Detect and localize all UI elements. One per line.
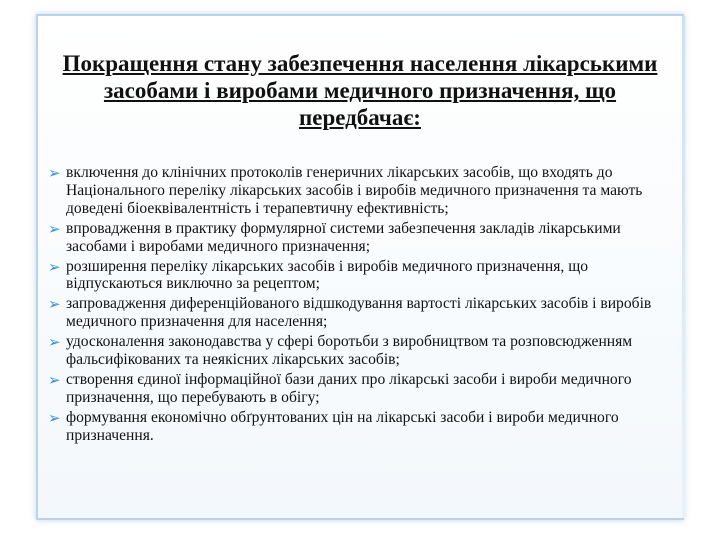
arrow-right-icon: ➢	[48, 333, 61, 352]
arrow-right-icon: ➢	[48, 257, 61, 276]
list-item-text: розширення переліку лікарських засобів і виробів медичного призначення, що відпускаються виключно за рецептом;	[66, 257, 589, 293]
arrow-right-icon: ➢	[48, 408, 61, 427]
list-item	[48, 409, 668, 445]
slide-title: Покращення стану забезпечення населення лікарськими засобами і виробами медичного призначення, що передбачає:	[62, 51, 658, 130]
list-item-text: запровадження диференційованого відшкодування вартості лікарських засобів і виробів медичного призначення для населення;	[66, 295, 652, 331]
arrow-right-icon: ➢	[48, 295, 61, 314]
list-item	[48, 164, 668, 218]
list-item	[48, 371, 668, 407]
slide-frame	[36, 14, 684, 520]
arrow-right-icon: ➢	[48, 370, 61, 389]
list-item-text: включення до клінічних протоколів генеричних лікарських засобів, що входять до Національного переліку лікарських засобів і виробів медичного призначення та мають доведені біоеквівалентність і терапевтичну ефективність;	[66, 164, 643, 217]
arrow-right-icon: ➢	[48, 219, 61, 238]
frame-edge	[682, 16, 685, 518]
list-item	[48, 220, 668, 256]
list-item-text: формування економічно обґрунтованих цін на лікарські засоби і вироби медичного призначення.	[66, 408, 619, 444]
bullet-list	[48, 164, 668, 447]
list-item-text: створення єдиної інформаційної бази даних про лікарські засоби і вироби медичного призначення, що перебувають в обігу;	[66, 370, 632, 406]
arrow-right-icon: ➢	[48, 164, 61, 182]
list-item	[48, 258, 668, 294]
list-item-text: удосконалення законодавства у сфері боротьби з виробництвом та розповсюдженням фальсифікованих та неякісних лікарських засобів;	[66, 333, 633, 369]
list-item	[48, 295, 668, 331]
list-item-text: впровадження в практику формулярної системи забезпечення закладів лікарськими засобами і виробами медичного призначення;	[66, 219, 621, 255]
list-item	[48, 333, 668, 369]
